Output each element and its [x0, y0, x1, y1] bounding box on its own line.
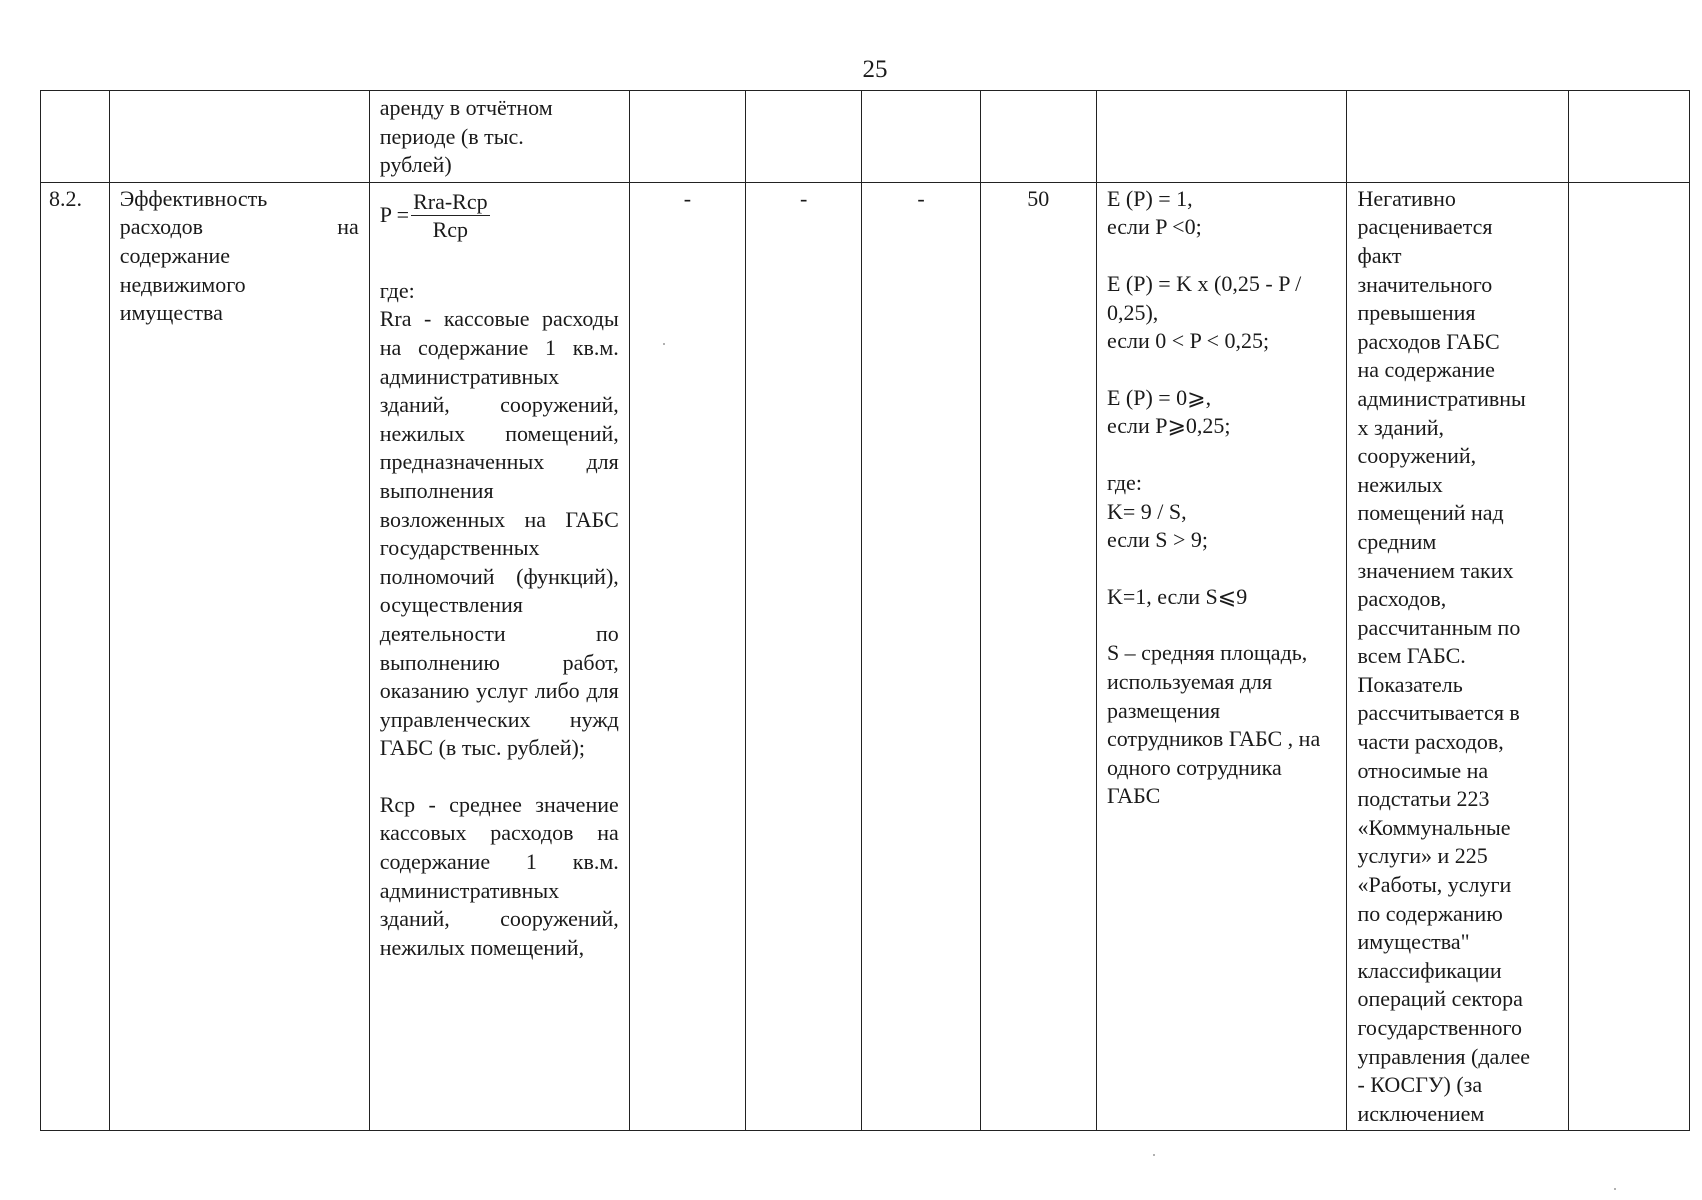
formula-numerator: Rra-Rcp	[413, 188, 488, 214]
comment-line: части расходов,	[1357, 729, 1504, 755]
comment-line: рассчитанным по	[1357, 614, 1521, 640]
indicator-name	[109, 182, 369, 1131]
comment-line: классификации	[1357, 957, 1502, 983]
assessment-line: K= 9 / S,	[1106, 498, 1187, 524]
rra-definition: Rra - кассовые расходы на содержание 1 кв.м. административных зданий, сооружений, нежилых помещений, предназначенных для выполнения возложенных на ГАБС государственных полномочий (функций), осуществления деятельности по выполнению работ, оказанию услуг либо для управленческих нужд ГАБС (в тыс. рублей);	[379, 306, 619, 761]
assessment-line: если 0 < P < 0,25;	[1106, 328, 1270, 354]
cell-col7-value: 50	[980, 182, 1096, 1131]
indicator-number: 8.2.	[41, 182, 110, 1131]
comment-line: значением таких	[1357, 557, 1514, 583]
comment-line: значительного	[1357, 271, 1493, 297]
comment-line: расходов,	[1357, 586, 1447, 612]
comment-line: помещений над	[1357, 500, 1504, 526]
name-line: содержание	[119, 242, 231, 268]
formula-cell	[369, 182, 629, 1131]
page-number: 25	[862, 56, 888, 83]
comment-line: подстатьи 223	[1357, 786, 1490, 812]
assessment-cell	[1096, 182, 1347, 1131]
comment-line: административны	[1357, 385, 1526, 411]
cell-number	[41, 91, 110, 183]
where-label: где:	[379, 277, 415, 303]
comment-line: расценивается	[1357, 214, 1493, 240]
cell-formula-continued	[369, 91, 629, 183]
comment-line: нежилых	[1357, 471, 1443, 497]
formula-lhs: P =	[379, 202, 410, 228]
indicator-table	[40, 90, 1690, 1131]
comment-line: управления (далее	[1357, 1043, 1530, 1069]
cell-comment	[1347, 91, 1569, 183]
table-row	[41, 91, 1690, 183]
name-line: имущества	[119, 300, 223, 326]
cell-col6-value: -	[862, 182, 980, 1131]
formula-fraction	[411, 188, 490, 244]
assessment-s-definition: S – средняя площадь, используемая для размещения сотрудников ГАБС , на одного сотрудника ГАБС	[1106, 640, 1321, 809]
name-line: недвижимого	[119, 271, 246, 297]
assessment-line: если P⩾0,25;	[1106, 413, 1231, 439]
cell-col5-value: -	[746, 182, 862, 1131]
comment-line: х зданий,	[1357, 414, 1445, 440]
scan-speck	[1153, 1154, 1155, 1156]
assessment-line: если P <0;	[1106, 214, 1202, 240]
comment-line: расходов ГАБС	[1357, 328, 1500, 354]
comment-line: имущества"	[1357, 929, 1470, 955]
comment-line: превышения	[1357, 300, 1476, 326]
formula-denominator: Rcp	[432, 216, 469, 242]
comment-line: «Коммунальные	[1357, 814, 1511, 840]
continued-text: аренду в отчётном периоде (в тыс. рублей)	[379, 95, 553, 178]
comment-line: Негативно	[1357, 185, 1456, 211]
assessment-line: K=1, если S⩽9	[1106, 583, 1248, 609]
cell-col4	[629, 91, 745, 183]
cell-col10-value	[1569, 182, 1690, 1131]
cell-assessment	[1096, 91, 1347, 183]
scan-speck	[1614, 1188, 1616, 1190]
comment-line: государственного	[1357, 1015, 1522, 1040]
assessment-line: где:	[1106, 469, 1142, 495]
cell-col5	[746, 91, 862, 183]
assessment-line: E (P) = K x (0,25 - P / 0,25),	[1106, 270, 1302, 325]
comment-line: на содержание	[1357, 357, 1495, 383]
comment-cell	[1347, 182, 1569, 1131]
assessment-line: E (P) = 0⩾,	[1106, 384, 1212, 410]
comment-line: исключением	[1357, 1100, 1485, 1126]
comment-line: факт	[1357, 242, 1402, 268]
name-line: Эффективность	[119, 185, 268, 211]
comment-line: всем ГАБС.	[1357, 643, 1466, 669]
name-line: расходов на	[119, 214, 359, 240]
cell-col7	[980, 91, 1096, 183]
cell-indicator-name	[109, 91, 369, 183]
comment-line: Показатель	[1357, 671, 1463, 697]
assessment-line: если S > 9;	[1106, 527, 1209, 553]
comment-line: услуги» и 225	[1357, 843, 1488, 869]
comment-line: «Работы, услуги	[1357, 872, 1512, 898]
comment-line: рассчитывается в	[1357, 700, 1520, 726]
formula	[380, 183, 619, 249]
assessment-line: E (P) = 1,	[1106, 185, 1193, 211]
cell-col4-value: -	[629, 182, 745, 1131]
comment-line: по содержанию	[1357, 900, 1503, 926]
table-row	[41, 182, 1690, 1131]
comment-line: операций сектора	[1357, 986, 1523, 1012]
scan-speck	[663, 343, 665, 345]
comment-line: относимые на	[1357, 757, 1489, 783]
rcp-definition: Rcp - среднее значение кассовых расходов на содержание 1 кв.м. административных зданий, сооружений, нежилых помещений,	[379, 791, 619, 960]
comment-line: средним	[1357, 528, 1437, 554]
cell-col10	[1569, 91, 1690, 183]
cell-col6	[862, 91, 980, 183]
comment-line: сооружений,	[1357, 443, 1477, 469]
comment-line: - КОСГУ) (за	[1357, 1072, 1483, 1098]
